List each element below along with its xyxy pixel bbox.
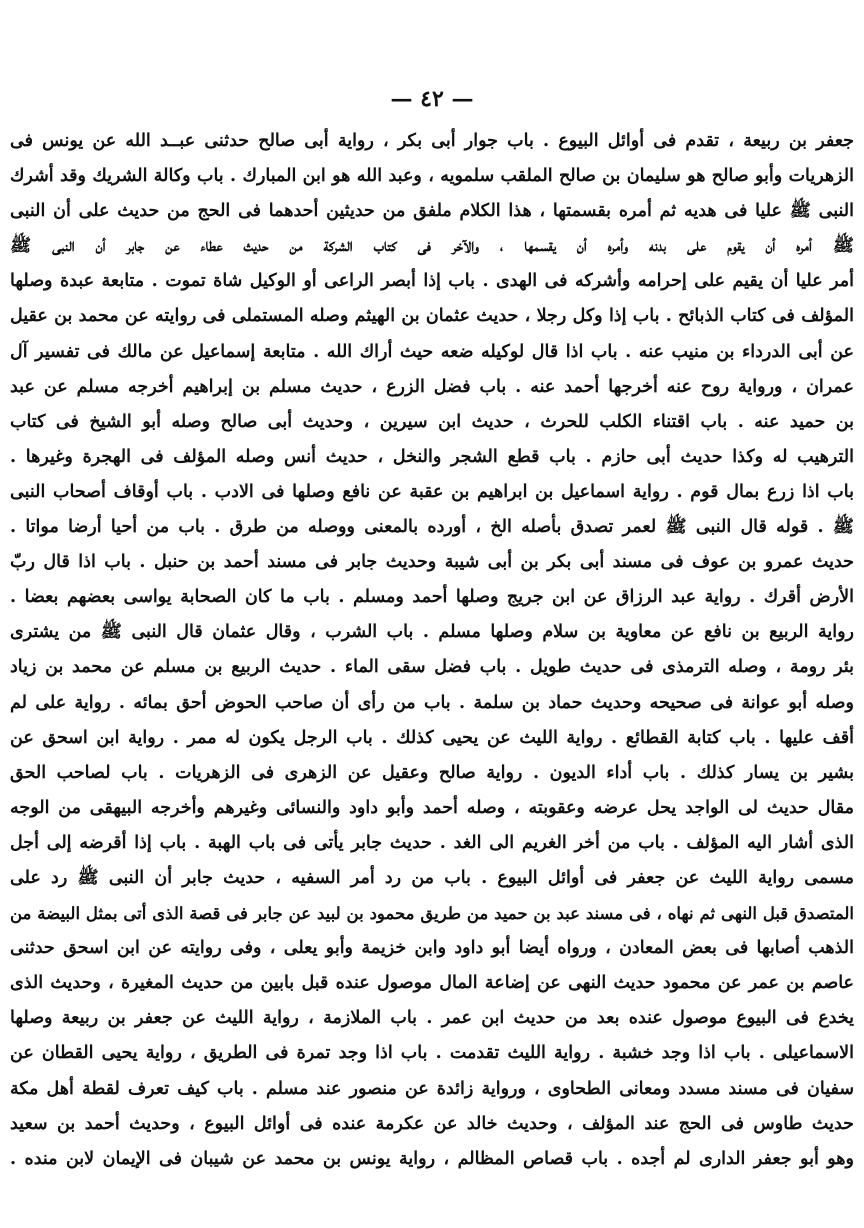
text-line: الاسماعيلى . باب اذا وجد خشبة . رواية الليث تقدمت . باب اذا وجد تمرة فى الطريق ، رواية يحيى القطان عن xyxy=(10,1043,854,1064)
text-line: حديث طاوس فى الحج عند المؤلف ، وحديث خالد عن عكرمة عنده فى أوائل البيوع ، وحديث أحمد بن سعيد xyxy=(10,1113,854,1134)
text-line: الزهريات وأبو صالح هو سليمان بن صالح الملقب سلمويه ، وعبد الله هو ابن المبارك . باب وكالة الشريك وقد أشرك xyxy=(10,166,854,187)
body-text xyxy=(10,124,854,1177)
text-line: بشير بن يسار كذلك . باب أداء الديون . رواية صالح وعقيل عن الزهرى فى الزهريات . باب لصاحب الحق xyxy=(10,762,854,783)
text-line: المؤلف فى كتاب الذبائح . باب إذا وكل رجلا ، حديث عثمان بن الهيثم وصله المستملى فى روايته عن محمد بن عقيل xyxy=(10,306,854,327)
text-line: أقف عليها . باب كتابة القطائع . رواية الليث عن يحيى كذلك . باب الرجل يكون له ممر . رواية ابن اسحق عن xyxy=(10,727,854,748)
text-line: المتصدق قبل النهى ثم نهاه ، فى مسند عبد بن حميد من طريق محمود بن لبيد عن جابر فى قصة الذى أتى بمثل البيضة من xyxy=(10,904,854,924)
text-line: بئر رومة ، وصله الترمذى فى حديث طويل . باب فضل سقى الماء . حديث الربيع بن مسلم عن محمد بن زياد xyxy=(10,657,854,678)
text-line: أمر عليا أن يقيم على إحرامه وأشركه فى الهدى . باب إذا أبصر الراعى أو الوكيل شاة تموت . متابعة عبدة وصلها xyxy=(10,271,854,292)
page-number: — ٤٢ — xyxy=(390,86,474,112)
text-line: ﷺ . قوله قال النبى ﷺ لعمر تصدق بأصله الخ ، أورده بالمعنى ووصله من طرق . باب من أحيا أرضا مواتا . xyxy=(10,517,854,538)
text-line: الذهب أصابها فى بعض المعادن ، ورواه أيضا أبو داود وابن خزيمة وأبو يعلى ، وفى روايته عن ابن اسحق حدثنى xyxy=(10,938,854,959)
text-line: الترهيب له وكذا حديث أبى حازم . باب قطع الشجر والنخل ، حديث أنس وصله المؤلف فى الهجرة وغيرها . xyxy=(10,446,854,467)
text-line: الذى أشار اليه المؤلف . باب من أخر الغريم الى الغد . حديث جابر يأتى فى باب الهبة . باب إذا أقرضه إلى أجل xyxy=(10,832,854,853)
text-line: باب اذا زرع بمال قوم . رواية اسماعيل بن ابراهيم بن عقبة عن نافع وصلها فى الادب . باب أوقاف أصحاب النبى xyxy=(10,481,854,502)
text-line: عن أبى الدرداء بن منيب عنه . باب اذا قال لوكيله ضعه حيث أراك الله . متابعة إسماعيل عن مالك فى تفسير آل xyxy=(10,341,854,362)
text-line: بن حميد عنه . باب اقتناء الكلب للحرث ، حديث ابن سيرين ، وحديث أبى صالح وصله أبو الشيخ فى كتاب xyxy=(10,411,854,432)
text-line: مسمى رواية الليث عن جعفر فى أوائل البيوع . باب من رد أمر السفيه ، حديث جابر أن النبى ﷺ رد على xyxy=(10,867,854,888)
text-line: يخدع فى البيوع موصول عنده بعد من حديث ابن عمر . باب الملازمة ، رواية الليث عن جعفر بن ربيعة وصلها xyxy=(10,1008,854,1029)
text-line: النبى ﷺ عليا فى هديه ثم أمره بقسمتها ، هذا الكلام ملفق من حديثين أحدهما فى الحج من حديث على أن النبى xyxy=(10,201,854,222)
text-line: مقال حديث لى الواجد يحل عرضه وعقوبته ، وصله أحمد وأبو داود والنسائى وغيرهم وأخرجه البيهقى من الوجه xyxy=(10,797,854,818)
text-line: وهو أبو جعفر الدارى لم أجده . باب قصاص المظالم ، رواية يونس بن محمد عن شيبان فى الإيمان لابن منده . xyxy=(10,1148,854,1169)
text-line: رواية الربيع بن نافع عن معاوية بن سلام وصلها مسلم . باب الشرب ، وقال عثمان قال النبى ﷺ من يشترى xyxy=(10,622,854,643)
text-line: ﷺ أمره أن يقوم على بدنه وأمره أن يقسمها ، والآخر فى كتاب الشركة من حديث عطاء عن جابر أن النبى ﷺ xyxy=(10,236,854,257)
text-line: حديث عمرو بن عوف فى مسند أبى بكر بن أبى شيبة وحديث جابر فى مسند أحمد بن حنبل . باب اذا قال ربّ xyxy=(10,552,854,573)
text-line: جعفر بن ربيعة ، تقدم فى أوائل البيوع . باب جوار أبى بكر ، رواية أبى صالح حدثنى عبــد الله عن يونس فى xyxy=(10,131,854,151)
text-line: وصله أبو عوانة فى صحيحه وحديث حماد بن سلمة . باب من رأى أن صاحب الحوض أحق بمائه . رواية على لم xyxy=(10,692,854,713)
text-line: الأرض أقرك . رواية عبد الرزاق عن ابن جريج وصلها أحمد ومسلم . باب ما كان الصحابة يواسى بعضهم بعضا . xyxy=(10,587,854,608)
text-line: عمران ، ورواية روح عنه أخرجها أحمد عنه . باب فضل الزرع ، حديث مسلم بن إبراهيم أخرجه مسلم عن عبد xyxy=(10,376,854,397)
text-line: عاصم بن عمر عن محمود حديث النهى عن إضاعة المال موصول عنده قبل بابين من حديث المغيرة ، وحديث الذى xyxy=(10,973,854,994)
text-line: سفيان فى مسند مسدد ومعانى الطحاوى ، ورواية زائدة عن منصور عند مسلم . باب كيف تعرف لقطة أهل مكة xyxy=(10,1078,854,1099)
